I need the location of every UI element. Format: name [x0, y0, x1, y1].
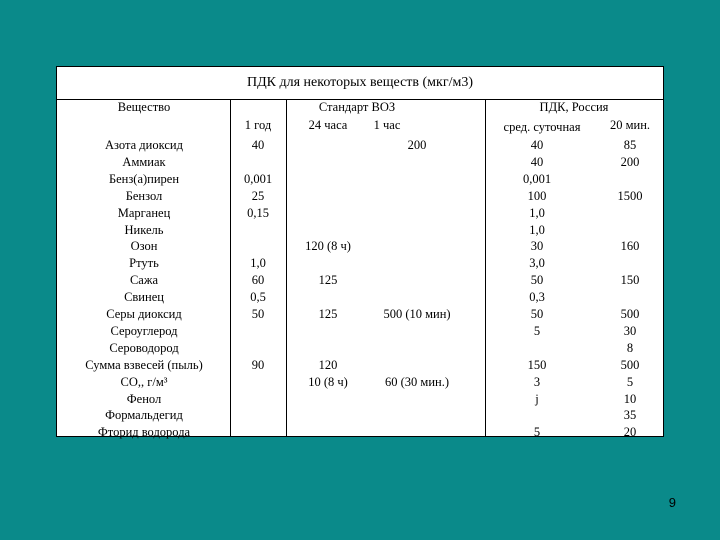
table-title: ПДК для некоторых веществ (мкг/м3): [246, 75, 473, 90]
cell-substance: Формальдегид: [105, 408, 183, 423]
page-number: 9: [668, 495, 676, 510]
header-russia: ПДК, Россия: [539, 100, 609, 114]
cell-ru-20m: 8: [626, 340, 634, 355]
cell-ru-20m: 200: [620, 154, 640, 169]
cell-who-24h: 10 (8 ч): [308, 374, 348, 389]
cell-ru-20m: 500: [620, 307, 640, 321]
cell-who-1y: 50: [251, 307, 265, 321]
cell-ru-avg: 3: [533, 374, 541, 389]
cell-ru-20m: 150: [620, 273, 640, 288]
cell-substance: Марганец: [117, 205, 171, 220]
cell-substance: Ртуть: [129, 256, 159, 271]
cell-who-1y: 25: [251, 188, 265, 203]
cell-who-24h: 125: [318, 273, 338, 288]
cell-ru-avg: 5: [533, 323, 541, 338]
cell-who-1h: 60 (30 мин.): [385, 374, 449, 389]
cell-ru-20m: 20: [623, 425, 637, 440]
cell-substance: CO,, г/м³: [120, 374, 168, 389]
cell-substance: Бенз(а)пирен: [108, 171, 180, 186]
cell-ru-avg: 5: [533, 425, 541, 440]
cell-substance: Свинец: [124, 290, 164, 305]
header-who: Стандарт ВОЗ: [318, 100, 396, 114]
header-ru-20m: 20 мин.: [609, 118, 651, 132]
header-substance: Вещество: [117, 100, 171, 114]
cell-ru-20m: 500: [620, 357, 640, 372]
cell-ru-avg: 30: [530, 239, 544, 254]
cell-ru-20m: 85: [623, 138, 637, 152]
cell-ru-avg: 150: [527, 357, 547, 372]
header-ru-avg: сред. суточная: [503, 120, 581, 134]
cell-substance: Бензол: [125, 188, 163, 203]
cell-who-24h: 120 (8 ч): [305, 239, 351, 254]
cell-who-1h: 500 (10 мин): [383, 307, 451, 321]
col-divider-who: [485, 99, 486, 436]
cell-who-1y: 0,15: [247, 205, 269, 220]
cell-ru-avg: 0,3: [529, 290, 545, 305]
cell-ru-20m: 160: [620, 239, 640, 254]
cell-ru-avg: 3,0: [529, 256, 545, 271]
cell-substance: Азота диоксид: [105, 138, 183, 152]
cell-who-1y: 1,0: [250, 256, 266, 271]
cell-ru-avg: 40: [530, 138, 544, 152]
cell-ru-avg: 50: [530, 273, 544, 288]
cell-ru-avg: 1,0: [529, 222, 545, 237]
pdk-table: [56, 66, 664, 440]
cell-ru-avg: 1,0: [529, 205, 545, 220]
cell-substance: Фторид водорода: [97, 425, 191, 440]
cell-ru-20m: 1500: [617, 188, 643, 203]
col-divider-substance: [230, 99, 231, 436]
cell-who-1y: 0,001: [243, 171, 273, 186]
cell-substance: Сажа: [129, 273, 159, 288]
cell-substance: Аммиак: [122, 154, 166, 169]
col-divider-1y: [286, 99, 287, 436]
cell-ru-avg: 50: [530, 307, 544, 321]
cell-ru-avg: j: [535, 391, 539, 406]
cell-who-1y: 90: [251, 357, 265, 372]
cell-who-24h: 125: [318, 307, 338, 321]
cell-substance: Фенол: [126, 391, 162, 406]
cell-ru-20m: 35: [623, 408, 637, 423]
cell-substance: Никель: [124, 222, 164, 237]
cell-ru-20m: 30: [623, 323, 637, 338]
cell-who-1y: 40: [251, 138, 265, 152]
cell-substance: Сероуглерод: [110, 323, 178, 338]
cell-who-1h: 200: [407, 138, 427, 152]
cell-ru-20m: 10: [623, 391, 637, 406]
cell-substance: Сумма взвесей (пыль): [85, 357, 203, 372]
header-who-1y: 1 год: [244, 118, 272, 132]
header-who-1h: 1 час: [373, 118, 401, 132]
cell-substance: Сероводород: [109, 340, 179, 355]
cell-ru-avg: 40: [530, 154, 544, 169]
cell-substance: Озон: [130, 239, 158, 254]
cell-who-24h: 120: [318, 357, 338, 372]
cell-substance: Серы диоксид: [106, 307, 182, 321]
cell-who-1y: 0,5: [250, 290, 266, 305]
cell-ru-20m: 5: [626, 374, 634, 389]
cell-ru-avg: 100: [527, 188, 547, 203]
cell-ru-avg: 0,001: [522, 171, 552, 186]
cell-who-1y: 60: [251, 273, 265, 288]
header-who-24h: 24 часа: [308, 118, 348, 132]
